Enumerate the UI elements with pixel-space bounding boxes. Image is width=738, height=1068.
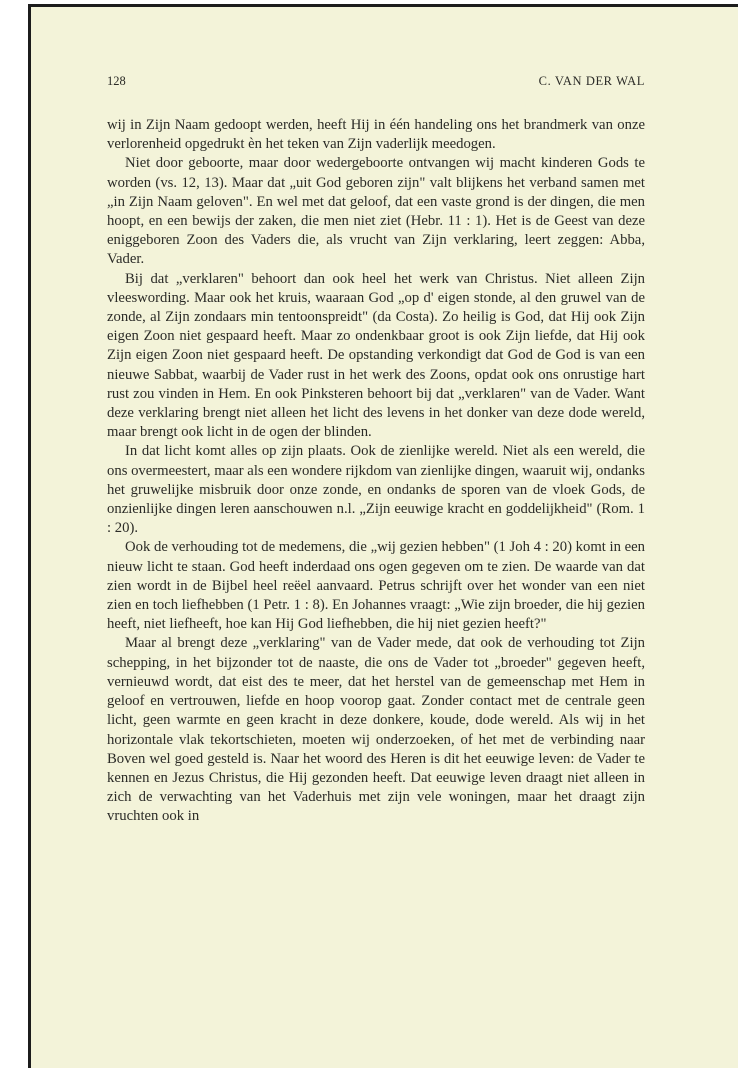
paragraph-5: Ook de verhouding tot de medemens, die „wij gezien hebben" (1 Joh 4 : 20) komt in een nieuw licht te staan. God heeft inderdaad ons ogen gegeven om te zien. De waarde van dat zien wordt in de Bijbel heel reëel aanvaard. Petrus schrijft over het wonder van een niet zien en toch liefhebben (1 Petr. 1 : 8). En Johannes vraagt: „Wie zijn broeder, die hij gezien heeft, niet liefheeft, hoe kan Hij God liefhebben, die hij niet gezien heeft?" <box>107 539 645 633</box>
paragraph-1: wij in Zijn Naam gedoopt werden, heeft Hij in één handeling ons het brandmerk van onze verlorenheid opgedrukt èn het teken van Zijn vaderlijk meedogen. <box>107 117 645 153</box>
paragraph-3: Bij dat „verklaren" behoort dan ook heel het werk van Christus. Niet alleen Zijn vleeswording. Maar ook het kruis, waaraan God „op d' eigen stonde, al den gruwel van de zonde, al Zijn zondaars min tentoonspreidt" (da Costa). Zo heilig is God, dat Hij ook Zijn eigen Zoon niet gespaard heeft. Maar zo ondenkbaar groot is ook Zijn liefde, dat Hij ook Zijn eigen Zoon niet gespaard heeft. De opstanding verkondigt dat God de God is van een nieuwe Sabbat, waarbij de Vader rust in het werk des Zoons, opdat ook ons onrustige hart rust zou vinden in Hem. En ook Pinksteren behoort bij dat „verklaren" van de Vader. Want deze verklaring brengt niet alleen het licht des levens in het donker van deze dode wereld, maar brengt ook licht in de ogen der blinden. <box>107 270 645 441</box>
paragraph-2: Niet door geboorte, maar door wedergeboorte ontvangen wij macht kinderen Gods te worden (vs. 12, 13). Maar dat „uit God geboren zijn" valt blijkens het verband samen met „in Zijn Naam geloven". En wel met dat geloof, dat een vaste grond is der dingen, die men hoopt, en een bewijs der zaken, die men niet ziet (Hebr. 11 : 1). Het is de Geest van deze eniggeboren Zoon des Vaders die, als vrucht van Zijn verklaring, leert zeggen: Abba, Vader. <box>107 155 645 268</box>
page-number: 128 <box>107 74 126 88</box>
paragraph-4: In dat licht komt alles op zijn plaats. Ook de zienlijke wereld. Niet als een wereld, die ons overmeestert, maar als een wondere rijkdom van zienlijke dingen, waaruit wij, ondanks het gruwelijke misbruik door onze zonde, en ondanks de sporen van de vloek Gods, de onzienlijke dingen leren aanschouwen n.l. „Zijn eeuwige kracht en goddelijkheid" (Rom. 1 : 20). <box>107 443 645 537</box>
running-head: C. VAN DER WAL <box>538 74 645 88</box>
body-text <box>107 116 645 827</box>
paragraph-6: Maar al brengt deze „verklaring" van de Vader mede, dat ook de verhouding tot Zijn schepping, in het bijzonder tot de naaste, die ons de Vader tot „broeder" gegeven heeft, vernieuwd wordt, dat eist des te meer, dat het herstel van de gemeenschap met Hem in geloof en vertrouwen, liefde en hoop voorop gaat. Zonder contact met de centrale geen licht, geen warmte en geen kracht in deze donkere, koude, dode wereld. Als wij in het horizontale vlak tekortschieten, moeten wij onderzoeken, of het met de verbinding naar Boven wel goed gesteld is. Naar het woord des Heren is dit het eeuwige leven: de Vader te kennen en Jezus Christus, die Hij gezonden heeft. Dat eeuwige leven draagt niet alleen in zich de verwachting van het Vaderhuis met zijn vele woningen, maar het draagt zijn vruchten ook in <box>107 635 645 825</box>
page-header <box>107 74 645 92</box>
